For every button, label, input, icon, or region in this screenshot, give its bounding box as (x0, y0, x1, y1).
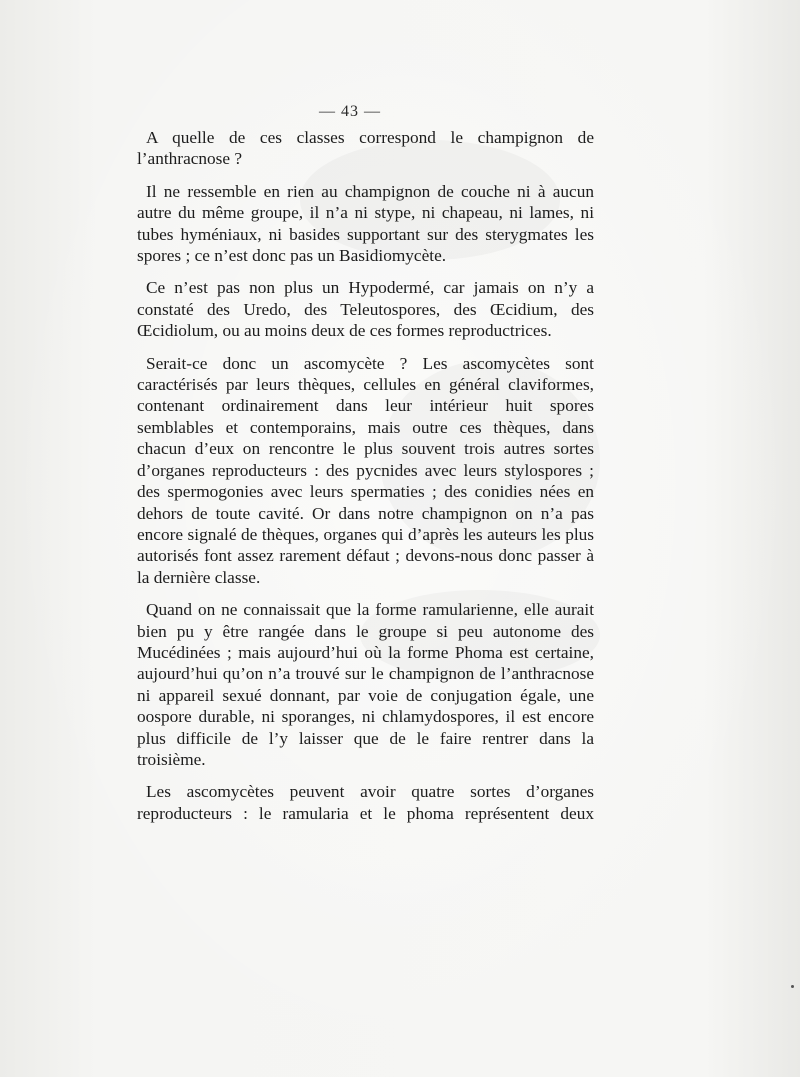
paragraph: A quelle de ces classes correspond le champignon de l’anthracnose ? (137, 128, 594, 169)
paragraph: Ce n’est pas non plus un Hypodermé, car jamais on n’y a constaté des Uredo, des Teleutospores, des Œcidium, des Œcidiolum, ou au moins deux de ces formes reproductrices. (137, 278, 594, 341)
paragraph: Il ne ressemble en rien au champignon de couche ni à aucun autre du même groupe, il n’a ni stype, ni chapeau, ni lames, ni tubes hyméniaux, ni basides supportant sur des sterygmates les spores ; ce n’est donc pas un Basidiomycète. (137, 181, 594, 266)
paragraph: Quand on ne connaissait que la forme ramularienne, elle aurait bien pu y être rangée dans le groupe si peu autonome des Mucédinées ; mais aujourd’hui où la forme Phoma est certaine, aujourd’hui qu’on n’a trouvé sur le champignon de l’anthracnose ni appareil sexué donnant, par voie de conjugation égale, une oospore durable, ni sporanges, ni chlamydospores, il est encore plus difficile de l’y laisser que de le faire rentrer dans la troisième. (137, 600, 594, 769)
body-text (137, 127, 594, 835)
edge-speck (791, 985, 794, 988)
paragraph: Serait-ce donc un ascomycète ? Les ascomycètes sont caractérisés par leurs thèques, cellules en général claviformes, contenant ordinairement dans leur intérieur huit spores semblables et contemporains, mais outre ces thèques, dans chacun d’eux on rencontre le plus souvent trois autres sortes d’organes reproducteurs : des pycnides avec leurs stylospores ; des spermogonies avec leurs spermaties ; des conidies nées en dehors de toute cavité. Or dans notre champignon on n’a pas encore signalé de thèques, organes qui d’après les auteurs les plus autorisés font assez rarement défaut ; devons-nous donc passer à la dernière classe. (137, 353, 594, 587)
page-number: — 43 — (319, 103, 381, 120)
paragraph: Les ascomycètes peuvent avoir quatre sortes d’organes reproducteurs : le ramularia et le phoma représentent deux (137, 782, 594, 823)
